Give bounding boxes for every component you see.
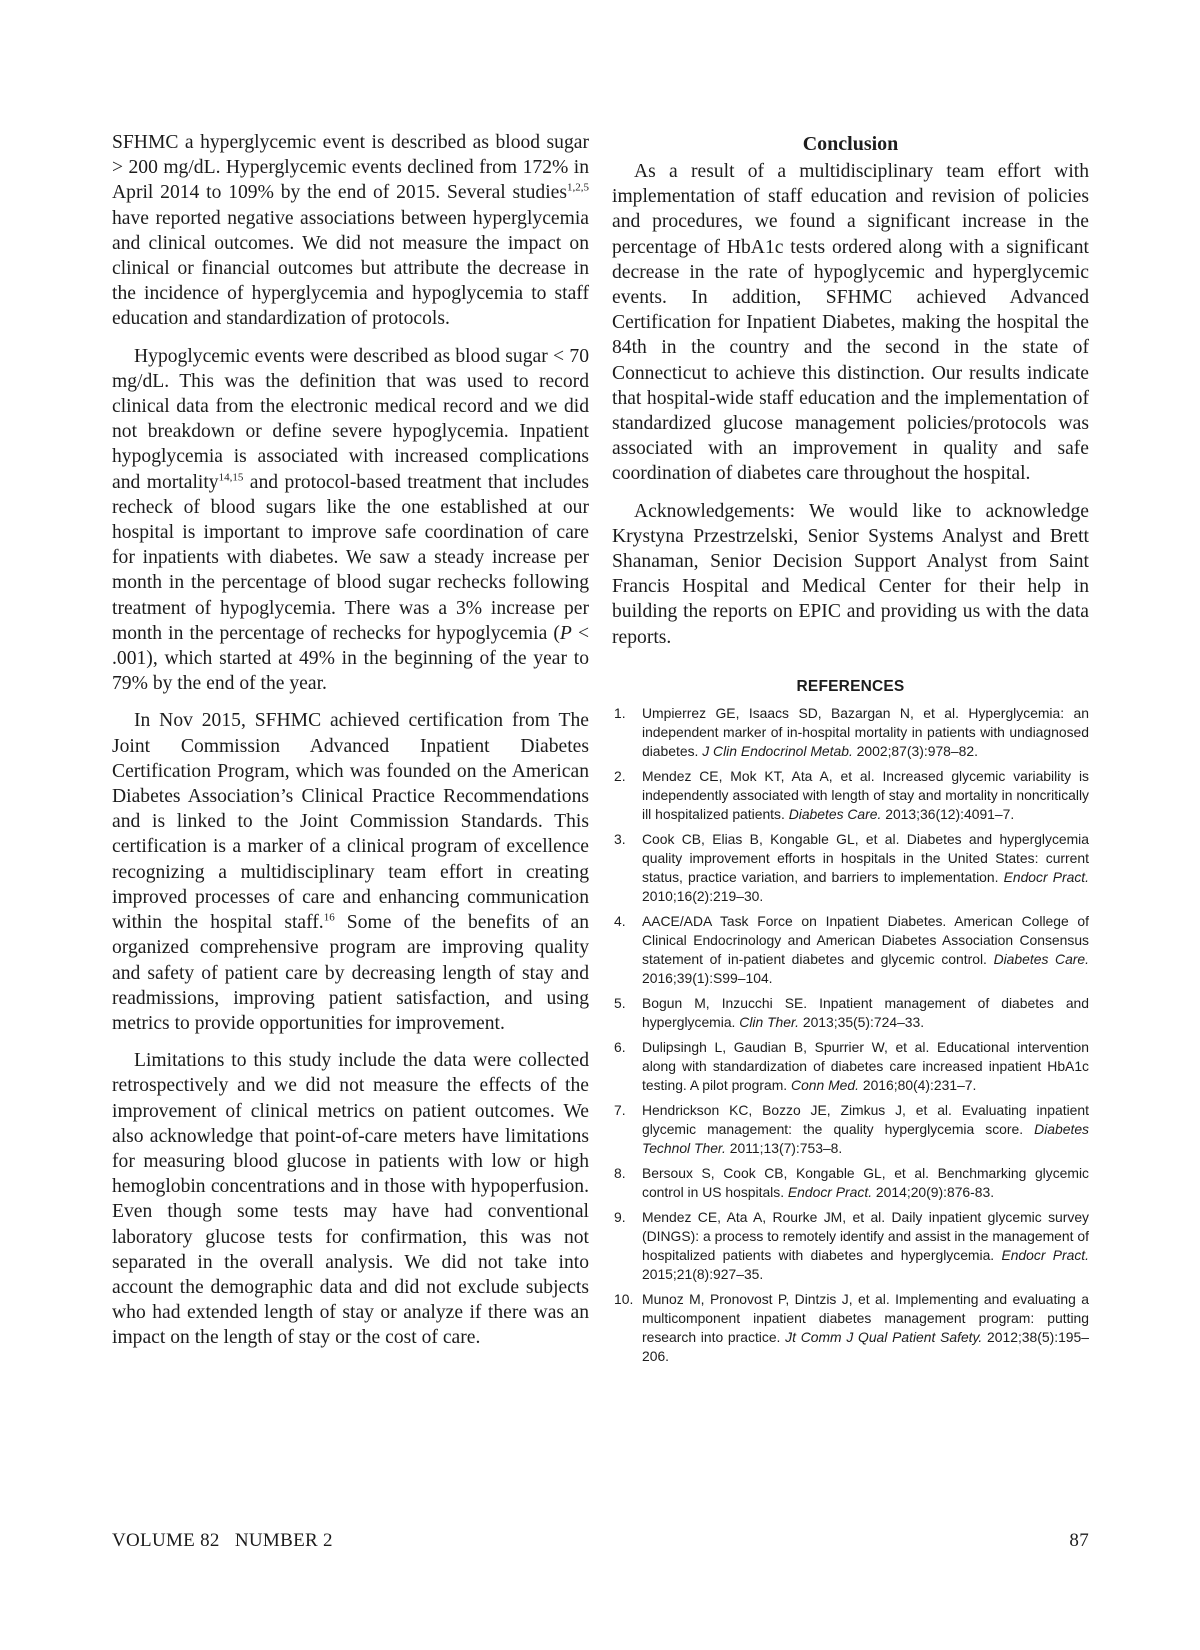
acknowledgements-paragraph: Acknowledgements: We would like to acknowledge Krystyna Przestrzelski, Senior Systems Analyst and Brett Shanaman, Senior Decision Support Analyst from Saint Francis Hospital and Medical Center for their help in building the reports on EPIC and providing us with the data reports. <box>612 500 1089 648</box>
body-paragraph: Hypoglycemic events were described as blood sugar < 70 mg/dL. This was the definition that was used to record clinical data from the electronic medical record and we did not breakdown or define severe hypoglycemia. Inpatient hypoglycemia is associated with increased complications and mortality$^{14,15}$ and protocol-based treatment that includes recheck of blood sugars like the one established at our hospital is important to improve safe coordination of care for inpatients with diabetes. We saw a steady increase per month in the percentage of blood sugar rechecks following treatment of hypoglycemia. There was a 3% increase per month in the percentage of rechecks for hypoglycemia (P < .001), which started at 49% in the beginning of the year to 79% by the end of the year. <box>112 345 589 695</box>
left-column <box>112 130 589 1363</box>
reference-number: 5. <box>614 994 626 1011</box>
reference-item <box>612 1290 1089 1366</box>
reference-text: Umpierrez GE, Isaacs SD, Bazargan N, et al. Hyperglycemia: an independent marker of in-hospital mortality in patients with undiagnosed diabetes. J Clin Endocrinol Metab. 2002;87(3):978–82. <box>642 704 1089 759</box>
reference-number: 4. <box>614 912 626 929</box>
reference-text: Cook CB, Elias B, Kongable GL, et al. Diabetes and hyperglycemia quality improvement efforts in hospitals in the United States: current status, practice variation, and barriers to implementation. Endocr Pract. 2010;16(2):219–30. <box>642 830 1089 904</box>
reference-text: Dulipsingh L, Gaudian B, Spurrier W, et al. Educational intervention along with standardization of diabetes care increased inpatient HbA1c testing. A pilot program. Conn Med. 2016;80(4):231–7. <box>642 1038 1089 1093</box>
reference-text: Munoz M, Pronovost P, Dintzis J, et al. Implementing and evaluating a multicomponent inpatient diabetes management program: putting research into practice. Jt Comm J Qual Patient Safety. 2012;38(5):195–206. <box>642 1290 1089 1364</box>
body-paragraph: SFHMC a hyperglycemic event is described as blood sugar > 200 mg/dL. Hyperglycemic events declined from 172% in April 2014 to 109% by the end of 2015. Several studies$^{1,2,5}$ have reported negative associations between hyperglycemia and clinical outcomes. We did not measure the impact on clinical or financial outcomes but attribute the decrease in the incidence of hyperglycemia and hypoglycemia to staff education and standardization of protocols. <box>112 132 589 330</box>
conclusion-heading: Conclusion <box>802 133 899 155</box>
reference-text: Mendez CE, Mok KT, Ata A, et al. Increased glycemic variability is independently associated with length of stay and mortality in noncritically ill hospitalized patients. Diabetes Care. 2013;36(12):4091–7. <box>642 767 1089 822</box>
conclusion-paragraph: As a result of a multidisciplinary team effort with implementation of staff education and revision of policies and procedures, we found a significant increase in the percentage of HbA1c tests ordered along with a significant decrease in the rate of hypoglycemic and hyperglycemic events. In addition, SFHMC achieved Advanced Certification for Inpatient Diabetes, making the hospital the 84th in the country and the second in the state of Connecticut to achieve this distinction. Our results indicate that hospital-wide staff education and the implementation of standardized glucose management policies/protocols was associated with an improvement in quality and safe coordination of diabetes care throughout the hospital. <box>612 161 1089 485</box>
journal-volume-footer <box>112 1530 333 1552</box>
reference-item <box>612 830 1089 906</box>
right-column <box>612 130 1089 1372</box>
reference-number: 3. <box>614 830 626 847</box>
reference-item <box>612 1101 1089 1158</box>
references-heading: REFERENCES <box>796 677 905 695</box>
reference-text: AACE/ADA Task Force on Inpatient Diabetes. American College of Clinical Endocrinology and American Diabetes Association Consensus statement of in-patient diabetes and glycemic control. Diabetes Care. 2016;39(1):S99–104. <box>642 912 1090 986</box>
reference-number: 7. <box>614 1101 626 1118</box>
reference-text: Bogun M, Inzucchi SE. Inpatient management of diabetes and hyperglycemia. Clin Ther. 2013;35(5):724–33. <box>642 994 1089 1030</box>
reference-number: 1. <box>614 704 626 721</box>
reference-number: 8. <box>614 1164 626 1181</box>
reference-item <box>612 1164 1089 1202</box>
reference-item <box>612 912 1089 988</box>
reference-item <box>612 1038 1089 1095</box>
journal-volume-text: VOLUME 82 NUMBER 2 <box>112 1530 333 1551</box>
body-paragraph: Limitations to this study include the data were collected retrospectively and we did not measure the effects of the improvement of clinical metrics on patient outcomes. We also acknowledge that point-of-care meters have limitations for measuring blood glucose in patients with low or high hemoglobin concentrations and in those with hypoperfusion. Even though some tests may have had conventional laboratory glucose tests for confirmation, this was not separated in the overall analysis. We did not take into account the demographic data and did not exclude subjects who had extended length of stay or analyze if there was an impact on the length of stay or the cost of care. <box>112 1050 589 1349</box>
reference-text: Bersoux S, Cook CB, Kongable GL, et al. Benchmarking glycemic control in US hospitals. Endocr Pract. 2014;20(9):876-83. <box>642 1164 1089 1200</box>
reference-item <box>612 704 1089 761</box>
references-list <box>612 704 1089 1366</box>
reference-item <box>612 994 1089 1032</box>
reference-number: 10. <box>614 1290 634 1307</box>
reference-item <box>612 767 1089 824</box>
reference-number: 6. <box>614 1038 626 1055</box>
reference-text: Hendrickson KC, Bozzo JE, Zimkus J, et al. Evaluating inpatient glycemic management: the quality hyperglycemia score. Diabetes Technol Ther. 2011;13(7):753–8. <box>642 1101 1089 1156</box>
reference-number: 9. <box>614 1208 626 1225</box>
reference-item <box>612 1208 1089 1284</box>
reference-number: 2. <box>614 767 626 784</box>
reference-text: Mendez CE, Ata A, Rourke JM, et al. Daily inpatient glycemic survey (DINGS): a process to remotely identify and assist in the management of hospitalized patients with diabetes and hyperglycemia. Endocr Pract. 2015;21(8):927–35. <box>642 1208 1089 1282</box>
body-paragraph: In Nov 2015, SFHMC achieved certification from The Joint Commission Advanced Inpatient Diabetes Certification Program, which was founded on the American Diabetes Association’s Clinical Practice Recommendations and is linked to the Joint Commission Standards. This certification is a marker of a clinical program of excellence recognizing a multidisciplinary team effort in creating improved processes of care and enhancing communication within the hospital staff.$^{16}$ Some of the benefits of an organized comprehensive program are improving quality and safety of patient care by decreasing length of stay and readmissions, improving patient satisfaction, and using metrics to provide opportunities for improvement. <box>112 710 589 1034</box>
page-number: 87 <box>1069 1530 1089 1551</box>
